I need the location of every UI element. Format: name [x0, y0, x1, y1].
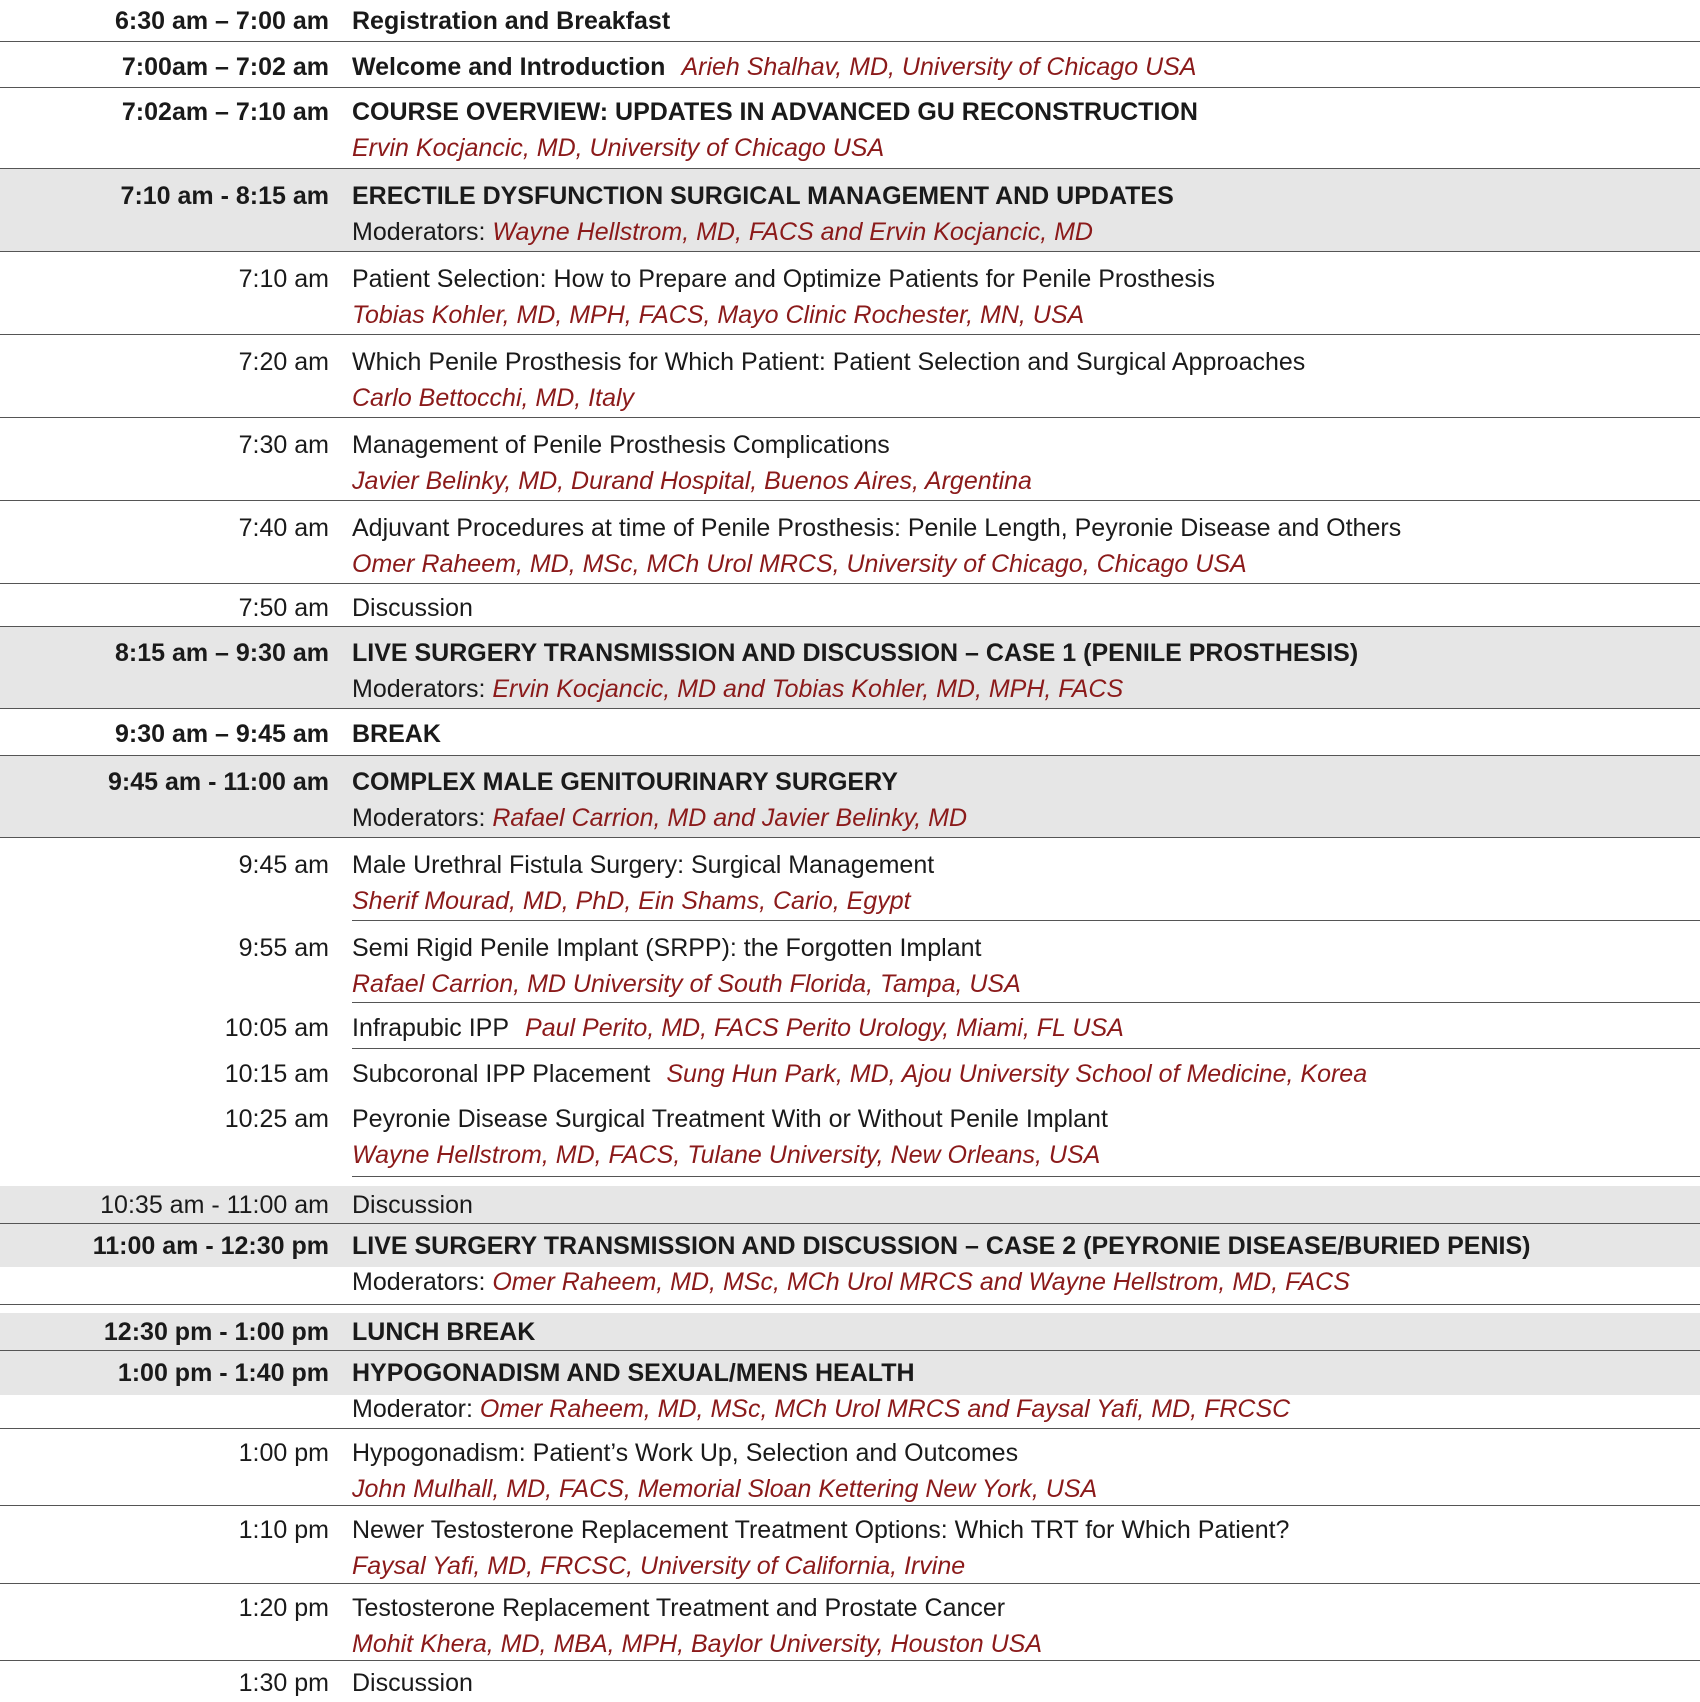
- agenda-row: [0, 1584, 1700, 1660]
- agenda-section-row: [0, 169, 1700, 251]
- row-speaker: Javier Belinky, MD, Durand Hospital, Buenos Aires, Argentina: [352, 467, 1032, 495]
- row-time: 12:30 pm - 1:00 pm: [103, 1318, 329, 1346]
- row-title: Adjuvant Procedures at time of Penile Prosthesis: Penile Length, Peyronie Disease and Others: [352, 514, 1402, 542]
- agenda-section-row: [0, 1224, 1700, 1304]
- row-speaker: Omer Raheem, MD, MSc, MCh Urol MRCS and Faysal Yafi, MD, FRCSC: [479, 1395, 1291, 1423]
- row-speaker: Wayne Hellstrom, MD, FACS, Tulane University, New Orleans, USA: [352, 1141, 1101, 1169]
- row-title: BREAK: [352, 720, 441, 748]
- agenda-row: [0, 838, 1700, 920]
- agenda-row: [0, 0, 1700, 42]
- agenda-row: [0, 709, 1700, 755]
- row-speaker: Tobias Kohler, MD, MPH, FACS, Mayo Clinic Rochester, MN, USA: [352, 301, 1085, 329]
- row-time: 7:20 am: [238, 348, 329, 376]
- agenda-row: [0, 584, 1700, 626]
- row-time: 1:20 pm: [238, 1594, 329, 1622]
- agenda-row: [0, 42, 1700, 87]
- row-title: Discussion: [352, 1191, 473, 1219]
- row-title: Discussion: [352, 594, 473, 622]
- row-speaker: Wayne Hellstrom, MD, FACS and Ervin Kocjancic, MD: [492, 218, 1093, 246]
- row-time: 7:40 am: [238, 514, 329, 542]
- row-time: 1:10 pm: [238, 1516, 329, 1544]
- moderator-label: Moderators:: [352, 218, 486, 246]
- row-time: 9:45 am: [238, 851, 329, 879]
- row-title: LIVE SURGERY TRANSMISSION AND DISCUSSION – CASE 2 (PEYRONIE DISEASE/BURIED PENIS): [352, 1232, 1531, 1260]
- row-speaker: Omer Raheem, MD, MSc, MCh Urol MRCS and Wayne Hellstrom, MD, FACS: [492, 1268, 1350, 1296]
- row-time: 7:10 am - 8:15 am: [120, 182, 329, 210]
- agenda-section-row: [0, 1351, 1700, 1428]
- row-speaker: Arieh Shalhav, MD, University of Chicago USA: [681, 53, 1197, 81]
- row-time: 7:10 am: [238, 265, 329, 293]
- agenda-section-row: [0, 627, 1700, 708]
- row-title: COMPLEX MALE GENITOURINARY SURGERY: [352, 768, 898, 796]
- divider: [0, 1304, 1700, 1305]
- row-speaker: Faysal Yafi, MD, FRCSC, University of California, Irvine: [352, 1552, 966, 1580]
- row-title: Management of Penile Prosthesis Complications: [352, 431, 890, 459]
- row-time: 7:30 am: [238, 431, 329, 459]
- row-time: 8:15 am – 9:30 am: [114, 639, 329, 667]
- agenda-row: [0, 88, 1700, 168]
- row-time: 10:35 am - 11:00 am: [100, 1191, 329, 1219]
- row-time: 1:30 pm: [238, 1669, 329, 1697]
- row-speaker: Omer Raheem, MD, MSc, MCh Urol MRCS, University of Chicago, Chicago USA: [352, 550, 1247, 578]
- row-title: LIVE SURGERY TRANSMISSION AND DISCUSSION – CASE 1 (PENILE PROSTHESIS): [352, 639, 1359, 667]
- row-time: 1:00 pm - 1:40 pm: [117, 1359, 329, 1387]
- row-title: Patient Selection: How to Prepare and Optimize Patients for Penile Prosthesis: [352, 265, 1215, 293]
- agenda-row: [0, 1313, 1700, 1350]
- moderator-label: Moderators:: [352, 675, 486, 703]
- agenda-row: [0, 335, 1700, 417]
- row-speaker: Ervin Kocjancic, MD, University of Chicago USA: [352, 134, 885, 162]
- row-title: Welcome and Introduction: [352, 53, 666, 81]
- agenda-row: [0, 1003, 1700, 1048]
- row-title: HYPOGONADISM AND SEXUAL/MENS HEALTH: [352, 1359, 915, 1387]
- row-title: COURSE OVERVIEW: UPDATES IN ADVANCED GU RECONSTRUCTION: [352, 98, 1198, 126]
- row-time: 11:00 am - 12:30 pm: [92, 1232, 329, 1260]
- row-time: 7:50 am: [238, 594, 329, 622]
- row-time: 10:25 am: [224, 1105, 329, 1133]
- row-title: Peyronie Disease Surgical Treatment With or Without Penile Implant: [352, 1105, 1108, 1133]
- moderator-label: Moderator:: [352, 1395, 473, 1423]
- row-time: 10:15 am: [224, 1060, 329, 1088]
- row-speaker: Ervin Kocjancic, MD and Tobias Kohler, MD, MPH, FACS: [492, 675, 1124, 703]
- agenda-row: [0, 418, 1700, 500]
- row-time: 9:55 am: [238, 934, 329, 962]
- row-time: 10:05 am: [224, 1014, 329, 1042]
- agenda-row: [0, 1506, 1700, 1583]
- row-speaker: Sherif Mourad, MD, PhD, Ein Shams, Cario, Egypt: [352, 887, 911, 915]
- row-time: 7:00am – 7:02 am: [121, 53, 329, 81]
- row-title: Infrapubic IPP: [352, 1014, 510, 1042]
- row-speaker: Carlo Bettocchi, MD, Italy: [352, 384, 635, 412]
- row-title: Registration and Breakfast: [352, 7, 671, 35]
- row-speaker: Mohit Khera, MD, MBA, MPH, Baylor University, Houston USA: [352, 1630, 1043, 1658]
- agenda-row: [0, 252, 1700, 334]
- row-title: Male Urethral Fistula Surgery: Surgical Management: [352, 851, 935, 879]
- row-title: Which Penile Prosthesis for Which Patient: Patient Selection and Surgical Approaches: [352, 348, 1306, 376]
- agenda-row: [0, 1661, 1700, 1702]
- agenda-row: [0, 921, 1700, 1002]
- row-speaker: Rafael Carrion, MD University of South Florida, Tampa, USA: [352, 970, 1021, 998]
- row-title: Semi Rigid Penile Implant (SRPP): the Forgotten Implant: [352, 934, 982, 962]
- row-title: LUNCH BREAK: [352, 1318, 536, 1346]
- agenda-row: [0, 501, 1700, 583]
- row-speaker: Paul Perito, MD, FACS Perito Urology, Miami, FL USA: [525, 1014, 1124, 1042]
- row-time: 9:30 am – 9:45 am: [114, 720, 329, 748]
- row-time: 1:00 pm: [238, 1439, 329, 1467]
- row-title: ERECTILE DYSFUNCTION SURGICAL MANAGEMENT AND UPDATES: [352, 182, 1174, 210]
- row-speaker: Sung Hun Park, MD, Ajou University School of Medicine, Korea: [666, 1060, 1368, 1088]
- row-time: 7:02am – 7:10 am: [121, 98, 329, 126]
- row-time: 9:45 am - 11:00 am: [108, 768, 329, 796]
- row-title: Subcoronal IPP Placement: [352, 1060, 651, 1088]
- moderator-label: Moderators:: [352, 804, 486, 832]
- row-title: Newer Testosterone Replacement Treatment Options: Which TRT for Which Patient?: [352, 1516, 1290, 1544]
- row-speaker: Rafael Carrion, MD and Javier Belinky, MD: [492, 804, 968, 832]
- agenda-row: [0, 1095, 1700, 1176]
- moderator-label: Moderators:: [352, 1268, 486, 1296]
- row-speaker: John Mulhall, MD, FACS, Memorial Sloan Kettering New York, USA: [352, 1475, 1098, 1503]
- row-time: 6:30 am – 7:00 am: [114, 7, 329, 35]
- agenda-row: [0, 1429, 1700, 1505]
- agenda-row: [0, 1049, 1700, 1095]
- row-title: Testosterone Replacement Treatment and Prostate Cancer: [352, 1594, 1006, 1622]
- row-title: Hypogonadism: Patient’s Work Up, Selection and Outcomes: [352, 1439, 1019, 1467]
- divider: [352, 1176, 1700, 1177]
- agenda-section-row: [0, 756, 1700, 837]
- agenda-row: [0, 1186, 1700, 1223]
- row-title: Discussion: [352, 1669, 473, 1697]
